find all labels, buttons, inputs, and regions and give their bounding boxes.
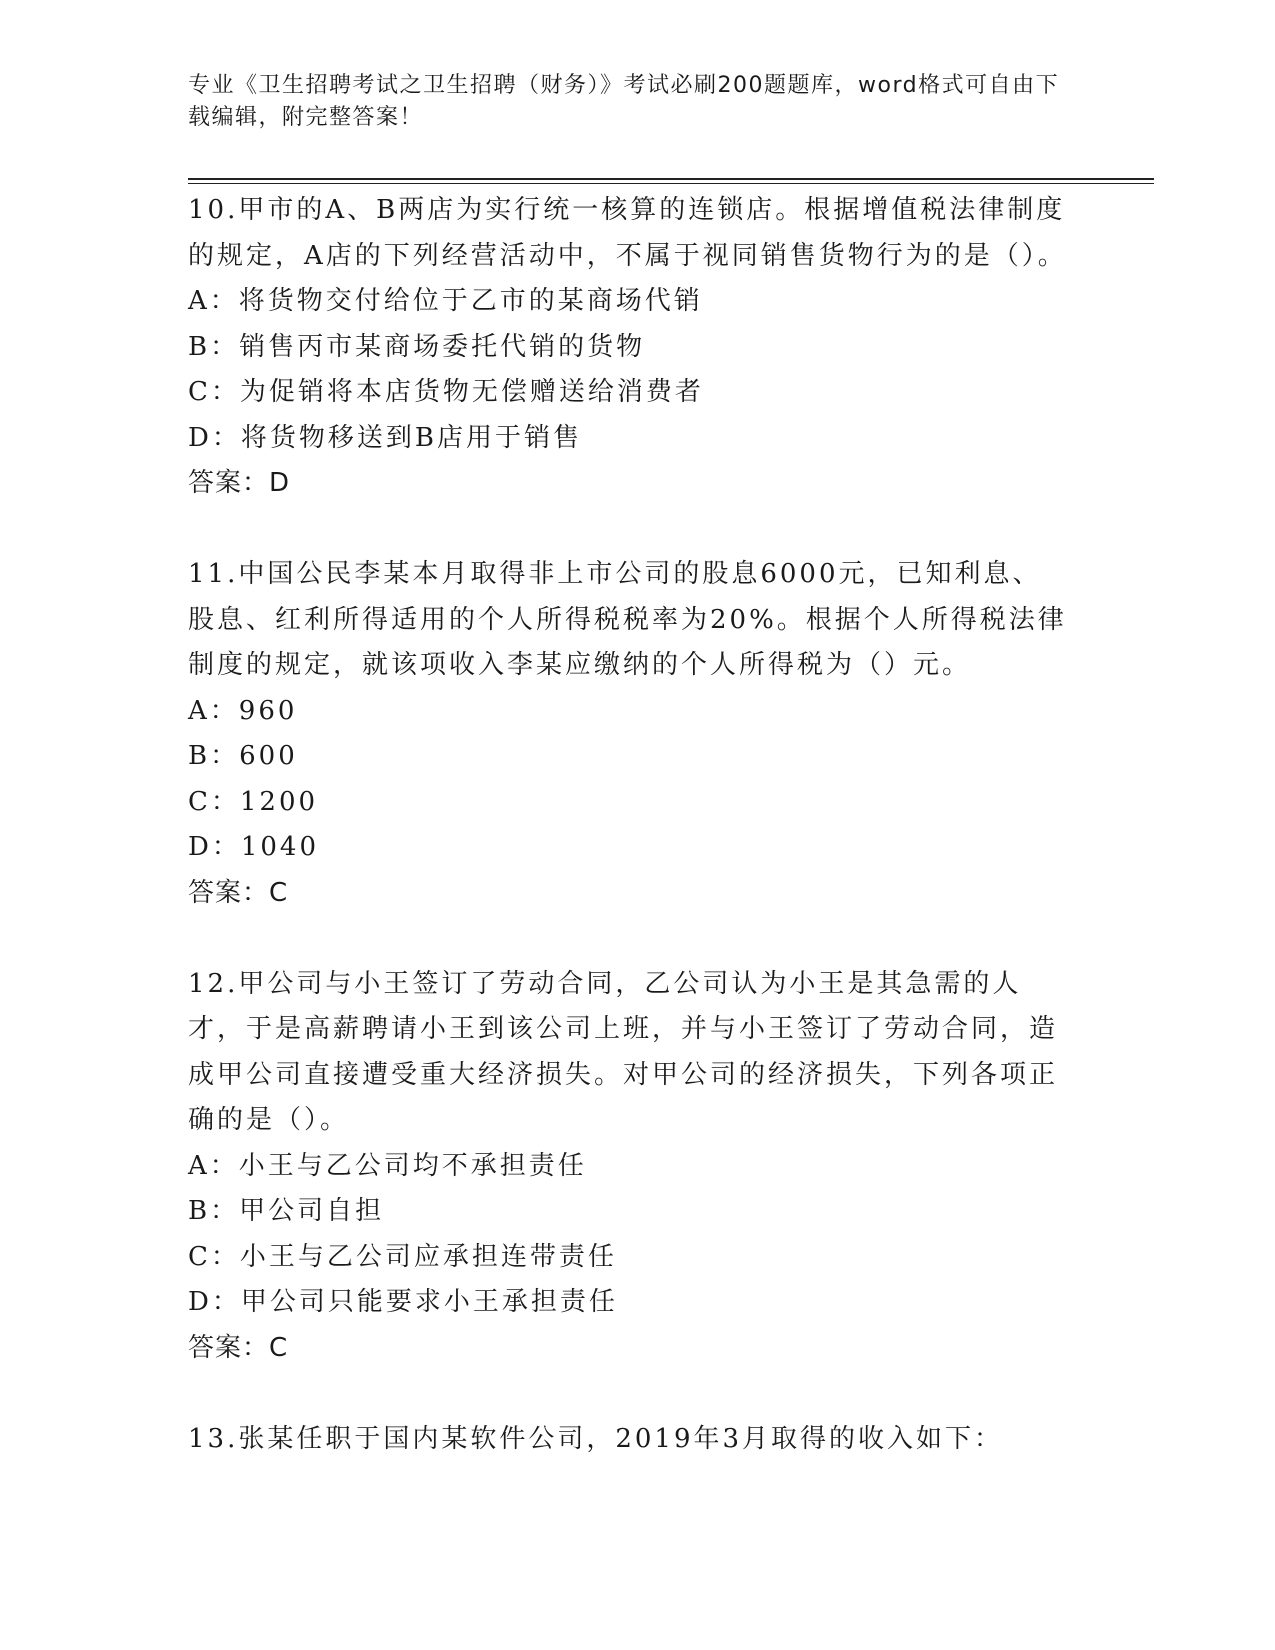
question-11 [188,552,1068,916]
question-stem: 13.张某任职于国内某软件公司，2019年3月取得的收入如下： [188,1423,1004,1454]
header-divider-thin [188,183,1154,184]
question-stem: 12.甲公司与小王签订了劳动合同，乙公司认为小王是其急需的人才，于是高薪聘请小王到该公司上班，并与小王签订了劳动合同，造成甲公司直接遭受重大经济损失。对甲公司的经济损失，下列各项正确的是（）。 [188,968,1059,1135]
answer-line: 答案：D [188,468,291,498]
question-12 [188,962,1068,1372]
question-stem: 11.中国公民李某本月取得非上市公司的股息6000元，已知利息、股息、红利所得适用的个人所得税税率为20%。根据个人所得税法律制度的规定，就该项收入李某应缴纳的个人所得税为（）元。 [188,559,1067,680]
option-c: C：1200 [188,786,319,817]
option-d: D：甲公司只能要求小王承担责任 [188,1287,618,1317]
answer-line: 答案：C [188,1332,289,1363]
option-b: B：甲公司自担 [188,1196,385,1226]
option-d: D：将货物移送到B店用于销售 [188,422,582,453]
option-a: A：960 [188,695,298,726]
option-a: A：小王与乙公司均不承担责任 [188,1150,587,1181]
option-c: C：小王与乙公司应承担连带责任 [188,1241,617,1272]
option-b: B：600 [188,741,298,771]
question-10 [188,188,1068,507]
header-divider-thick [188,178,1154,180]
question-stem: 10.甲市的A、B两店为实行统一核算的连锁店。根据增值税法律制度的规定，A店的下列经营活动中，不属于视同销售货物行为的是（）。 [188,195,1067,271]
option-d: D：1040 [188,832,320,862]
option-b: B：销售丙市某商场委托代销的货物 [188,331,646,362]
option-a: A：将货物交付给位于乙市的某商场代销 [188,286,703,316]
option-c: C：为促销将本店货物无偿赠送给消费者 [188,377,704,407]
answer-line: 答案：C [188,877,289,908]
question-13 [188,1417,1068,1463]
document-header: 专业《卫生招聘考试之卫生招聘（财务）》考试必刷200题题库，word格式可自由下载编辑，附完整答案！ [188,73,1060,130]
question-list [188,188,1068,1508]
